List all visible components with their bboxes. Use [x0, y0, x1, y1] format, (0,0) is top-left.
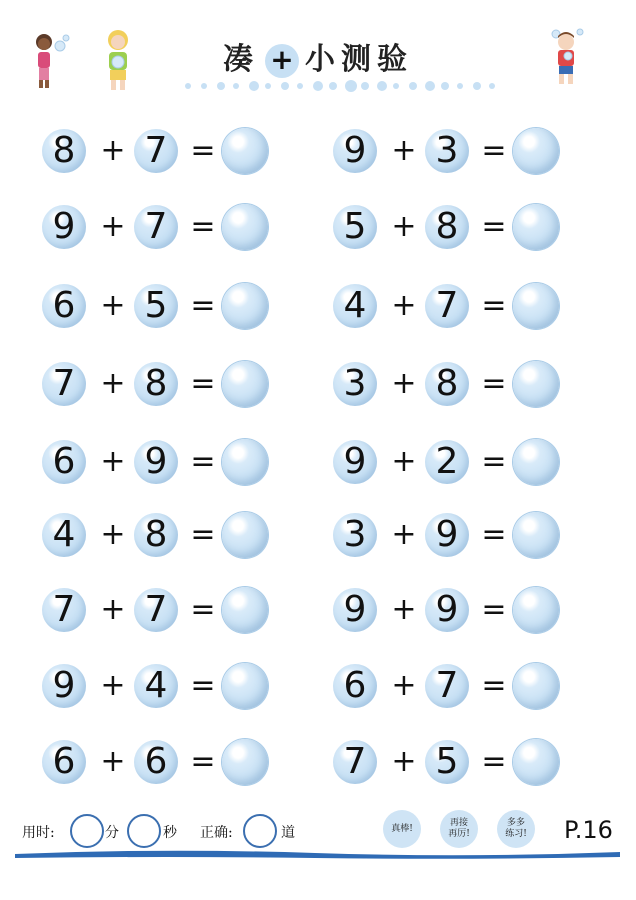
addition-problem: [42, 280, 282, 336]
plus-sign: +: [391, 133, 417, 168]
plus-sign: +: [100, 209, 126, 244]
decorative-dot: [441, 82, 449, 90]
addend-a: 6: [42, 284, 86, 328]
equals-sign: =: [481, 133, 507, 168]
plus-sign: +: [100, 288, 126, 323]
title-left: 凑: [223, 42, 259, 77]
addend-b: 9: [134, 440, 178, 484]
plus-sign: +: [100, 592, 126, 627]
badge-practice-line1: 多多: [506, 818, 525, 828]
plus-sign: +: [100, 517, 126, 552]
addend-a: 6: [42, 440, 86, 484]
plus-sign: +: [391, 744, 417, 779]
equals-sign: =: [190, 744, 216, 779]
answer-bubble[interactable]: [222, 361, 268, 407]
equals-sign: =: [190, 517, 216, 552]
addition-problem: [333, 660, 573, 716]
badge-keep-line2: 再厉!: [448, 829, 470, 839]
badge-keep-going[interactable]: [440, 810, 478, 848]
equals-sign: =: [481, 592, 507, 627]
equals-sign: =: [481, 668, 507, 703]
answer-bubble[interactable]: [513, 128, 559, 174]
addition-problem: [42, 736, 282, 792]
equals-sign: =: [190, 209, 216, 244]
decorative-dot: [393, 83, 399, 89]
equals-sign: =: [190, 366, 216, 401]
addend-a: 9: [42, 205, 86, 249]
addend-a: 3: [333, 513, 377, 557]
addend-b: 8: [425, 362, 469, 406]
equals-sign: =: [190, 444, 216, 479]
badge-practice-more[interactable]: [497, 810, 535, 848]
equals-sign: =: [481, 744, 507, 779]
addend-a: 9: [333, 440, 377, 484]
plus-sign: +: [391, 668, 417, 703]
addend-a: 6: [333, 664, 377, 708]
decorative-dot: [409, 82, 417, 90]
decorative-dot: [361, 82, 369, 90]
plus-sign: +: [391, 517, 417, 552]
decorative-dot: [185, 83, 191, 89]
plus-sign: +: [391, 288, 417, 323]
addend-b: 8: [134, 513, 178, 557]
answer-bubble[interactable]: [222, 739, 268, 785]
plus-sign: +: [100, 133, 126, 168]
addend-b: 7: [134, 129, 178, 173]
equals-sign: =: [481, 517, 507, 552]
plus-sign: +: [100, 366, 126, 401]
equals-sign: =: [481, 366, 507, 401]
answer-bubble[interactable]: [222, 204, 268, 250]
addend-b: 7: [425, 664, 469, 708]
addend-b: 9: [425, 588, 469, 632]
decorative-dot: [297, 83, 303, 89]
addition-problem: [333, 509, 573, 565]
addend-a: 6: [42, 740, 86, 784]
time-label: 用时:: [22, 825, 55, 841]
addition-problem: [42, 436, 282, 492]
answer-bubble[interactable]: [513, 361, 559, 407]
equals-sign: =: [190, 288, 216, 323]
seconds-field[interactable]: [127, 814, 161, 848]
addition-problem: [42, 358, 282, 414]
equals-sign: =: [481, 209, 507, 244]
answer-bubble[interactable]: [222, 283, 268, 329]
decorative-dot: [217, 82, 225, 90]
worksheet-footer: [0, 810, 636, 870]
decorative-dot: [265, 83, 271, 89]
answer-bubble[interactable]: [222, 587, 268, 633]
addition-problem: [333, 736, 573, 792]
addition-problem: [333, 201, 573, 257]
answer-bubble[interactable]: [222, 128, 268, 174]
addend-b: 6: [134, 740, 178, 784]
equals-sign: =: [481, 444, 507, 479]
plus-sign: +: [391, 444, 417, 479]
decorative-dot: [377, 81, 387, 91]
count-unit-label: 道: [281, 825, 295, 841]
equals-sign: =: [190, 133, 216, 168]
addend-a: 4: [42, 513, 86, 557]
addend-b: 3: [425, 129, 469, 173]
plus-sign: +: [391, 592, 417, 627]
addend-b: 9: [425, 513, 469, 557]
minutes-field[interactable]: [70, 814, 104, 848]
answer-bubble[interactable]: [513, 204, 559, 250]
correct-label: 正确:: [200, 825, 233, 841]
plus-sign: +: [100, 744, 126, 779]
addend-a: 8: [42, 129, 86, 173]
equals-sign: =: [190, 668, 216, 703]
decorative-dot: [473, 82, 481, 90]
plus-sign: +: [391, 366, 417, 401]
answer-bubble[interactable]: [513, 739, 559, 785]
addend-b: 2: [425, 440, 469, 484]
answer-bubble[interactable]: [513, 512, 559, 558]
plus-sign: +: [100, 444, 126, 479]
decorative-dot: [201, 83, 207, 89]
decorative-dot: [489, 83, 495, 89]
wave-divider: [15, 846, 620, 860]
addend-a: 9: [333, 129, 377, 173]
answer-bubble[interactable]: [513, 663, 559, 709]
addition-problem: [333, 436, 573, 492]
addend-a: 7: [42, 362, 86, 406]
addition-problem: [333, 358, 573, 414]
badge-keep-line1: 再接: [449, 818, 468, 828]
decorative-dot: [313, 81, 323, 91]
decorative-dots: [185, 80, 505, 92]
decorative-dot: [281, 82, 289, 90]
addend-b: 8: [425, 205, 469, 249]
answer-bubble[interactable]: [222, 439, 268, 485]
page-number: P.16: [564, 816, 613, 844]
addition-problem: [42, 509, 282, 565]
badge-great-label: 真棒!: [391, 823, 413, 834]
decorative-dot: [233, 83, 239, 89]
decorative-dot: [425, 81, 435, 91]
addition-problem: [333, 280, 573, 336]
answer-bubble[interactable]: [222, 663, 268, 709]
equals-sign: =: [190, 592, 216, 627]
addend-a: 4: [333, 284, 377, 328]
addend-b: 4: [134, 664, 178, 708]
answer-bubble[interactable]: [513, 587, 559, 633]
decorative-dot: [345, 80, 357, 92]
boy-blowing-bubbles-icon: [548, 26, 588, 88]
addition-problem: [333, 125, 573, 181]
addend-a: 3: [333, 362, 377, 406]
addition-problem: [42, 125, 282, 181]
plus-sign: +: [100, 668, 126, 703]
worksheet-title: [0, 34, 636, 78]
addition-problem: [333, 584, 573, 640]
addend-b: 7: [134, 205, 178, 249]
addend-b: 7: [134, 588, 178, 632]
addend-b: 5: [425, 740, 469, 784]
correct-count-field[interactable]: [243, 814, 277, 848]
addend-a: 7: [42, 588, 86, 632]
badge-practice-line2: 练习!: [505, 829, 527, 839]
plus-sign: +: [391, 209, 417, 244]
addend-a: 7: [333, 740, 377, 784]
title-plus-badge: +: [265, 44, 299, 78]
answer-bubble[interactable]: [513, 283, 559, 329]
minutes-label: 分: [105, 825, 119, 841]
equals-sign: =: [481, 288, 507, 323]
addend-b: 5: [134, 284, 178, 328]
worksheet-header: [0, 0, 636, 100]
answer-bubble[interactable]: [513, 439, 559, 485]
addition-problem: [42, 201, 282, 257]
decorative-dot: [249, 81, 259, 91]
addend-a: 9: [333, 588, 377, 632]
decorative-dot: [457, 83, 463, 89]
decorative-dot: [329, 82, 337, 90]
addend-b: 7: [425, 284, 469, 328]
title-right: 小测验: [305, 42, 413, 77]
addend-a: 9: [42, 664, 86, 708]
addend-a: 5: [333, 205, 377, 249]
addition-problem: [42, 660, 282, 716]
addend-b: 8: [134, 362, 178, 406]
seconds-label: 秒: [163, 825, 177, 841]
answer-bubble[interactable]: [222, 512, 268, 558]
badge-great[interactable]: [383, 810, 421, 848]
addition-problem: [42, 584, 282, 640]
